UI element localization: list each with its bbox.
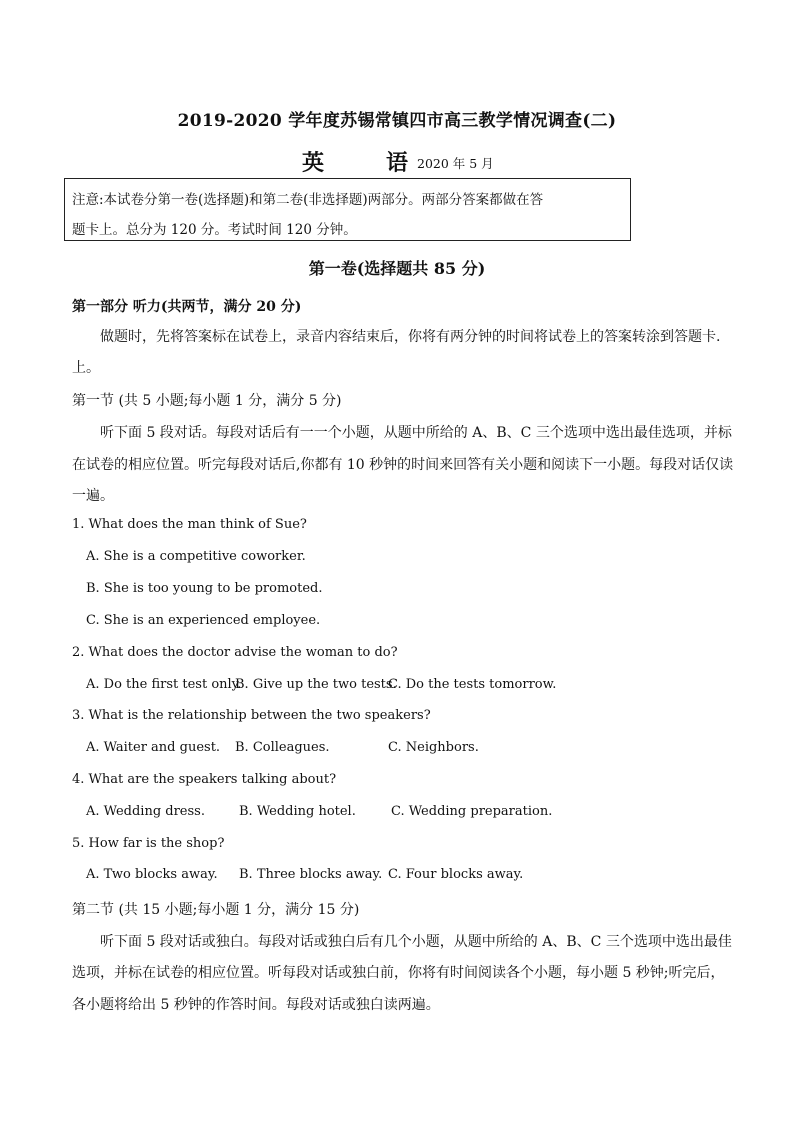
question-4: 4. What are the speakers talking about? (72, 772, 337, 787)
question-5: 5. How far is the shop? (72, 836, 225, 851)
subject-char-1: 英 (302, 150, 325, 176)
section2-instr-line-3: 各小题将给出 5 秒钟的作答时间。每段对话或独白读两遍。 (72, 997, 440, 1013)
section2-heading: 第二节 (共 15 小题;每小题 1 分，满分 15 分) (72, 902, 360, 918)
part1-intro-line-1: 做题时，先将答案标在试卷上，录音内容结束后，你将有两分钟的时间将试卷上的答案转涂到答题卡. (100, 329, 721, 345)
part1-heading: 第一部分 听力(共两节，满分 20 分) (72, 299, 302, 315)
section2-instr-line-1: 听下面 5 段对话或独白。每段对话或独白后有几个小题，从题中所给的 A、B、C 三个选项中选出最佳 (100, 934, 732, 950)
question-1-option-b: B. She is too young to be promoted. (86, 581, 323, 596)
question-5-option-a: A. Two blocks away. (86, 867, 218, 882)
question-1-option-a: A. She is a competitive coworker. (86, 549, 306, 564)
question-4-option-c: C. Wedding preparation. (391, 804, 553, 819)
question-1: 1. What does the man think of Sue? (72, 517, 307, 532)
question-2-option-a: A. Do the first test only. (86, 677, 242, 692)
question-3-option-a: A. Waiter and guest. (86, 740, 221, 755)
subject-char-2: 语 (386, 150, 409, 176)
section1-instr-line-3: 一遍。 (72, 488, 114, 504)
notice-line-2: 题卡上。总分为 120 分。考试时间 120 分钟。 (72, 222, 357, 238)
question-2-option-c: C. Do the tests tomorrow. (388, 677, 557, 692)
volume-title: 第一卷(选择题共 85 分) (308, 259, 486, 278)
question-5-option-b: B. Three blocks away. (239, 867, 383, 882)
section1-instr-line-2: 在试卷的相应位置。听完每段对话后,你都有 10 秒钟的时间来回答有关小题和阅读下一小题。每段对话仅读 (72, 457, 734, 473)
question-3: 3. What is the relationship between the two speakers? (72, 708, 431, 723)
section2-instr-line-2: 选项，并标在试卷的相应位置。听每段对话或独白前，你将有时间阅读各个小题，每小题 5 秒钟;听完后， (72, 965, 725, 981)
question-3-option-b: B. Colleagues. (235, 740, 330, 755)
part1-intro-line-2: 上。 (72, 360, 100, 376)
section1-instr-line-1: 听下面 5 段对话。每段对话后有一一个小题，从题中所给的 A、B、C 三个选项中选出最佳选项，并标 (100, 425, 732, 441)
question-1-option-c: C. She is an experienced employee. (86, 613, 321, 628)
question-5-option-c: C. Four blocks away. (388, 867, 524, 882)
question-3-option-c: C. Neighbors. (388, 740, 479, 755)
notice-line-1: 注意:本试卷分第一卷(选择题)和第二卷(非选择题)两部分。两部分答案都做在答 (72, 192, 544, 208)
exam-title: 2019-2020 学年度苏锡常镇四市高三教学情况调查(二) (177, 111, 617, 131)
question-2: 2. What does the doctor advise the woman to do? (72, 645, 398, 660)
question-4-option-b: B. Wedding hotel. (239, 804, 356, 819)
question-2-option-b: B. Give up the two tests. (235, 677, 397, 692)
section1-heading: 第一节 (共 5 小题;每小题 1 分，满分 5 分) (72, 393, 342, 409)
exam-date: 2020 年 5 月 (417, 156, 494, 171)
question-4-option-a: A. Wedding dress. (86, 804, 205, 819)
